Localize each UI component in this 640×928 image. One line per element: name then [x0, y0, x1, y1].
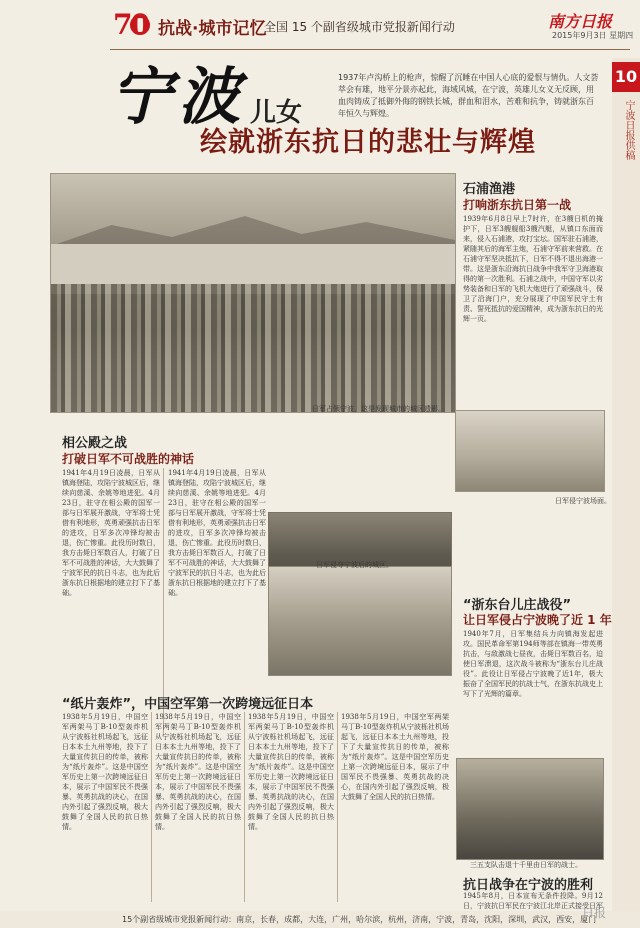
newspaper-masthead: 南方日报: [548, 12, 613, 31]
soldiers-photo: [456, 758, 604, 860]
article-subtitle: 打响浙东抗日第一战: [463, 198, 572, 212]
article-title: 石浦渔港: [463, 182, 516, 197]
article-body-col2: 1941年4月19日凌晨，日军从镇海登陆，攻陷宁波城区后，继续向慈溪、余姚等地进犯。4月23日，驻守在相公殿的国军一部与日军展开激战，守军将士凭借有利地形，英勇顽强抗击日军的进攻，日军多次冲锋均被击退，伤亡惨重。此役历时数日，我方击毙日军数百人，打破了日军不可战胜的神话，大大鼓舞了宁波军民的抗日斗志，也为此后浙东抗日根据地的建立打下了基础。: [168, 469, 266, 597]
anniversary-70-logo: 70: [113, 9, 153, 43]
article-title: “浙东台儿庄战役”: [463, 598, 572, 613]
headline-small: 儿女: [250, 98, 303, 128]
article-body: 1940年7月，日军集结兵力向镇海发起进攻。国民革命军第194师等部在镇海一带英勇抗击，与敌激战七昼夜，击毙日军数百名，迫使日军溃退，这次战斗被称为“浙东台儿庄战役”。此役让日军侵占宁波晚了近1年，极大振奋了全国军民的抗战士气，在浙东抗战史上写下了光辉的篇章。: [463, 630, 603, 698]
article-body-col1: 1938年5月19日，中国空军两架马丁B-10型轰炸机从宁波栎社机场起飞，远征日本本土九州等地，投下了大量宣传抗日的传单，被称为“纸片轰炸”。这是中国空军历史上第一次跨境远征日本，展示了中国军民不畏强暴、英勇抗战的决心，在国内外引起了强烈反响，极大鼓舞了全国人民的抗日热情。: [62, 713, 148, 831]
article-body: 1945年8月，日本宣布无条件投降。9月12日，宁波抗日军民在宁波江北岸正式接受日军: [463, 892, 603, 910]
main-photo: [50, 173, 456, 413]
article-title: 抗日战争在宁波的胜利: [463, 878, 594, 893]
section-title: 抗战·城市记忆: [158, 19, 267, 39]
ruins-photo: [268, 566, 452, 676]
invasion-photo: [455, 410, 605, 492]
bottom-photo-caption: 三五支队击退十千里由日军的战士。: [470, 861, 582, 869]
mid-photo-caption: 日军侵夺宁波后的城区。: [316, 561, 393, 569]
headline-main: 绘就浙东抗日的悲壮与辉煌: [200, 127, 536, 158]
side-photo-caption: 日军侵宁波场面。: [555, 497, 611, 505]
watermark: 日报: [582, 906, 607, 920]
article-title: “纸片轰炸”，中国空军第一次跨境远征日本: [62, 697, 314, 712]
article-subtitle: 让日军侵占宁波晚了近 1 年: [463, 613, 612, 627]
vertical-label: 宁波日报供稿: [623, 100, 634, 160]
footer-text: 15个副省级城市党报新闻行动：南京，长春，成都，大连，广州，哈尔滨，杭州，济南，宁波，青岛，沈阳，深圳，武汉，西安，厦门: [122, 915, 597, 924]
article-body-col3: 1938年5月19日，中国空军两架马丁B-10型轰炸机从宁波栎社机场起飞，远征日本本土九州等地，投下了大量宣传抗日的传单，被称为“纸片轰炸”。这是中国空军历史上第一次跨境远征日本，展示了中国军民不畏强暴、英勇抗战的决心，在国内外引起了强烈反响，极大鼓舞了全国人民的抗日热情。: [248, 713, 334, 831]
header-rule: [110, 49, 630, 50]
main-photo-caption: 日军占领宁波，这是发现城市的城区遗影。: [312, 405, 445, 413]
article-body: 1939年6月8日早上7时许，在3艘日机的掩护下，日军3艘舰船3艘汽艇，从镇口东面而来，侵入石浦港，攻打宝坛。国军驻石浦港，紧随其后的海军主炮，石浦守军前来营救。在石浦守军坚决抵抗下，日军不得不退出海港一带。这是浙东沿海抗日战争中我军守卫海港取得的第一次胜利。石浦之战中，中国守军以劣势装备和日军的飞机大炮进行了顽强战斗，保卫了沿海门户，充分展现了中国军民守土有责、誓死抵抗的爱国精神，成为浙东抗日的光辉一页。: [463, 215, 603, 323]
header-subtitle: 全国 15 个副省级城市党报新闻行动: [264, 20, 455, 34]
side-strip: [612, 58, 640, 918]
dateline: 2015年9月3日 星期四: [552, 31, 634, 40]
headline-calligraphy: 宁波: [110, 60, 247, 133]
article-subtitle: 打破日军不可战胜的神话: [62, 452, 195, 466]
article-body-col4: 1938年5月19日，中国空军两架马丁B-10型轰炸机从宁波栎社机场起飞，远征日本本土九州等地，投下了大量宣传抗日的传单，被称为“纸片轰炸”。这是中国空军历史上第一次跨境远征日本，展示了中国军民不畏强暴、英勇抗战的决心，在国内外引起了强烈反响，极大鼓舞了全国人民的抗日热情。: [341, 713, 449, 801]
article-body-col2: 1938年5月19日，中国空军两架马丁B-10型轰炸机从宁波栎社机场起飞，远征日本本土九州等地，投下了大量宣传抗日的传单，被称为“纸片轰炸”。这是中国空军历史上第一次跨境远征日本，展示了中国军民不畏强暴、英勇抗战的决心，在国内外引起了强烈反响，极大鼓舞了全国人民的抗日热情。: [155, 713, 241, 831]
page-number: 10: [612, 62, 640, 92]
article-body-col1: 1941年4月19日凌晨，日军从镇海登陆，攻陷宁波城区后，继续向慈溪、余姚等地进犯。4月23日，驻守在相公殿的国军一部与日军展开激战，守军将士凭借有利地形，英勇顽强抗击日军的进攻，日军多次冲锋均被击退，伤亡惨重。此役历时数日，我方击毙日军数百人，打破了日军不可战胜的神话，大大鼓舞了宁波军民的抗日斗志，也为此后浙东抗日根据地的建立打下了基础。: [62, 469, 160, 597]
article-title: 相公殿之战: [62, 436, 128, 451]
deck-text: 1937年卢沟桥上的枪声，惊醒了沉睡在中国人心底的爱恨与情仇。人文荟萃会有雄，地平分景亦起此，海域风城，在宁波，英雄儿女义无反顾，用血肉铸成了抵御外侮的钢铁长城，群血和泪水，苦难和抗争，铸就浙东百年恒久与辉煌。: [338, 73, 599, 118]
